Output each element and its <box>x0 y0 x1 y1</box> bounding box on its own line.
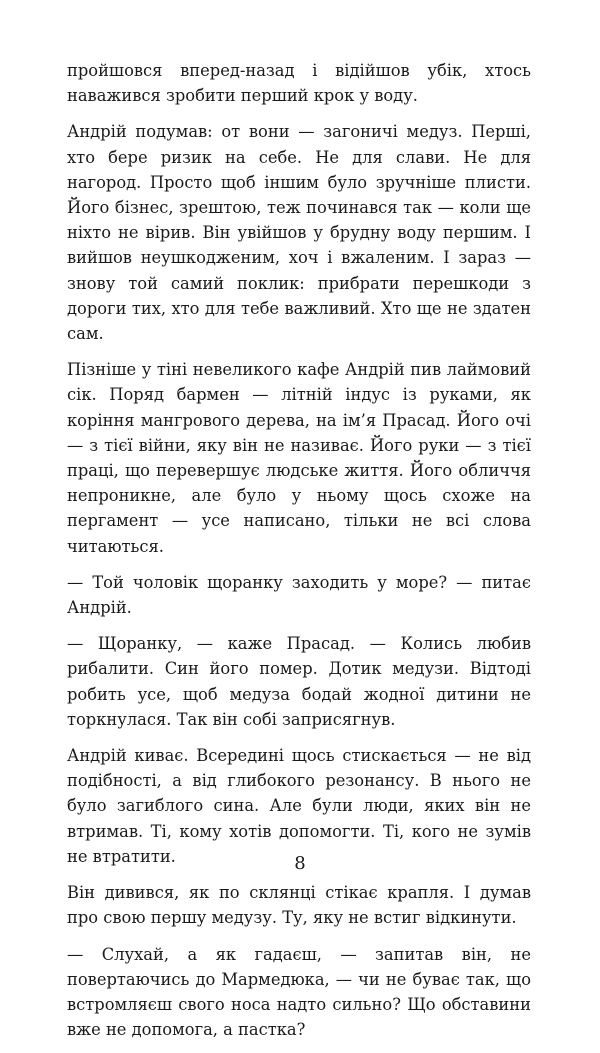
paragraph-6: Андрій киває. Всередині щось стискається — не від подібності, а від глибокого резонансу. В нього не було загиблого сина. Але були люди, яких він не втримав. Ті, кому хотів допомогти. Ті, кого не зумів не втратити. <box>67 746 531 866</box>
paragraph-7: Він дивився, як по склянці стікає крапля. І думав про свою першу медузу. Ту, яку не встиг відкинути. <box>67 883 531 928</box>
paragraph-2: Андрій подумав: от вони — загоничі медуз. Перші, хто бере ризик на себе. Не для слави. Не для нагород. Просто щоб іншим було зручніше плисти. Його бізнес, зрештою, теж починався так — коли ще ніхто не вірив. Він увійшов у брудну воду першим. І вийшов неушкодженим, хоч і вжаленим. І зараз — знову той самий поклик: прибрати перешкоди з дороги тих, хто для тебе важливий. Хто ще не здатен сам. <box>67 122 531 344</box>
paragraph-5: — Щоранку, — каже Прасад. — Колись любив рибалити. Син його помер. Дотик медузи. Відтоді робить усе, щоб медуза бодай жодної дитини не торкнулася. Так він собі заприсягнув. <box>67 634 531 729</box>
paragraph-4: — Той чоловік щоранку заходить у море? — питає Андрій. <box>67 572 531 618</box>
paragraph-3: Пізніше у тіні невеликого кафе Андрій пив лаймовий сік. Поряд бармен — літній індус із руками, як коріння мангрового дерева, на ім’я Прасад. Його очі — з тієї війни, яку він не називає. Його руки — з тієї праці, що перевершує людське життя. Його обличчя непроникне, але було у ньому щось схоже на пергамент — усе написано, тільки не всі слова читаються. <box>67 360 531 556</box>
paragraph-1: пройшовся вперед-назад і відійшов убік, хтось наважився зробити перший крок у воду. <box>67 61 531 106</box>
book-page-body <box>67 58 531 1053</box>
paragraph-8: — Слухай, а як гадаєш, — запитав він, не повертаючись до Мармедюка, — чи не буває так, що встромляєш свого носа надто сильно? Що обставини вже не допомога, а пастка? <box>67 944 531 1040</box>
page-number: 8 <box>294 853 306 874</box>
